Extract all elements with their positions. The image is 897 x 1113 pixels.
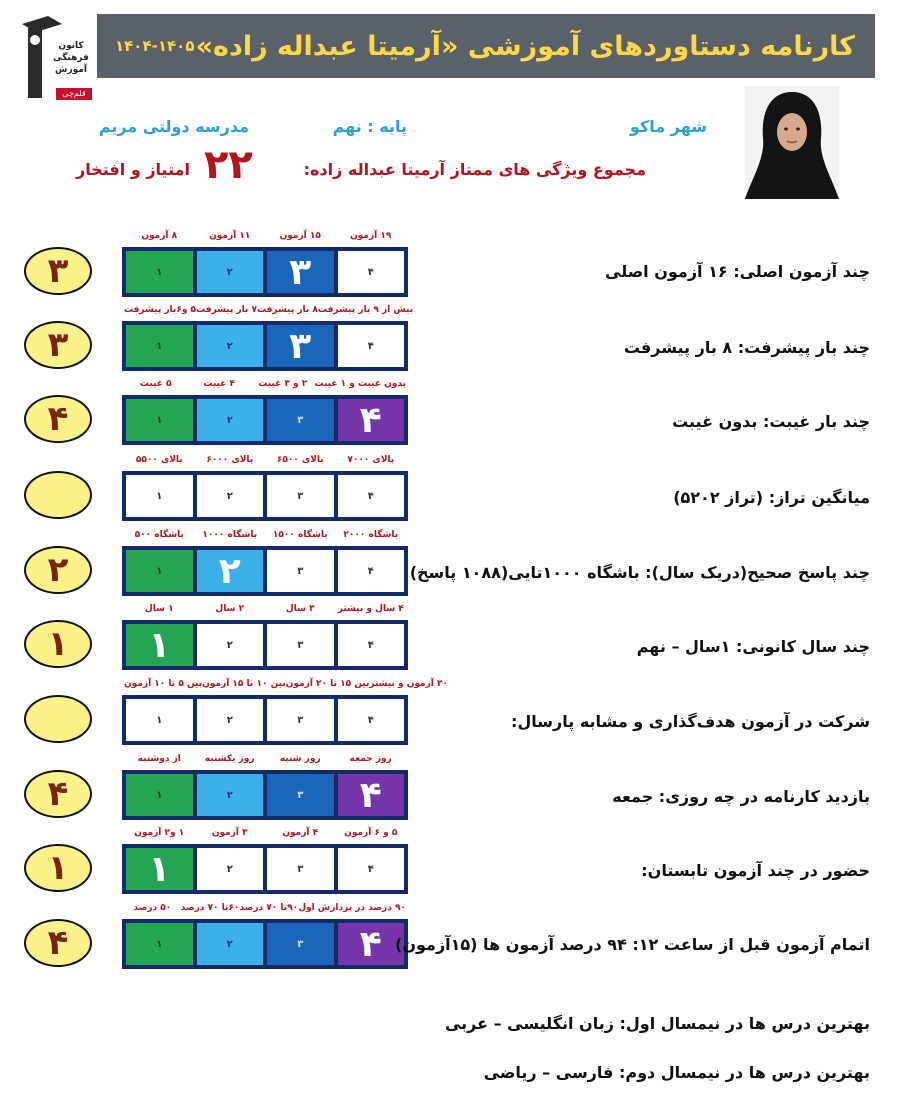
level-cell: ۳	[267, 550, 334, 592]
header-cell: ۹۰ درصد در پردازش اول	[298, 903, 406, 913]
level-cell: ۱	[126, 325, 193, 367]
header-cell: ۳ سال	[285, 604, 315, 614]
level-cell: ۲	[197, 251, 264, 293]
level-cell: ۱	[126, 251, 193, 293]
academic-years: ۱۴۰۴-۱۴۰۵	[115, 37, 195, 55]
level-cell: ۴	[338, 251, 405, 293]
header-cell: ۵ و۶بار پیشرفت	[124, 305, 197, 315]
header-cell: ۵ غیبت	[139, 379, 172, 389]
student-photo	[745, 86, 839, 199]
level-cell: ۱	[126, 475, 193, 517]
header-cell: روز شنبه	[279, 754, 321, 764]
row-7-headers	[124, 679, 449, 693]
level-cell: ۲	[197, 475, 264, 517]
level-cell-achieved: ۱	[126, 624, 193, 666]
level-cell: ۴	[338, 325, 405, 367]
row-4-label: میانگین تراز: (تراز ۵۲۰۲)	[673, 488, 870, 507]
header-cell: بین ۵ تا ۱۰ آزمون	[124, 679, 203, 689]
row-1-score: ۳	[24, 247, 92, 295]
header-cell: ۹۰تا ۷۰ درصد	[239, 903, 299, 913]
row-10-headers	[124, 903, 406, 917]
level-cell: ۲	[197, 774, 264, 816]
level-cell: ۲	[197, 923, 264, 965]
level-cell: ۴	[338, 624, 405, 666]
row-10-label: اتمام آزمون قبل از ساعت ۱۲: ۹۴ درصد آزمون ها (۱۵آزمون)	[395, 935, 870, 954]
row-9-label: حضور در چند آزمون تابستان:	[641, 861, 870, 880]
level-cell: ۴	[338, 699, 405, 741]
points-label: امتیاز و افتخار	[76, 160, 190, 179]
header-cell: بدون غیبت و ۱ غیبت	[314, 379, 406, 389]
header-cell: ۴ سال و بیشتر	[337, 604, 404, 614]
header-cell: ۱ سال	[144, 604, 174, 614]
level-cell: ۱	[126, 774, 193, 816]
row-2-score: ۳	[24, 321, 92, 369]
level-cell-achieved: ۴	[338, 399, 405, 441]
header-cell: ۴ آزمون	[282, 828, 319, 838]
level-cell: ۳	[267, 774, 334, 816]
row-6-headers	[124, 604, 406, 618]
level-cell-achieved: ۴	[338, 774, 405, 816]
row-4-headers	[124, 455, 406, 469]
row-6-label: چند سال کانونی: ۱سال – نهم	[636, 637, 870, 656]
row-3-headers	[124, 379, 406, 393]
row-3-score: ۴	[24, 395, 92, 443]
header-cell: ۵۰ درصد	[133, 903, 172, 913]
grade: پایه : نهم	[332, 117, 407, 136]
page-title: کارنامه دستاوردهای آموزشی «آرمیتا عبداله زاده»	[195, 30, 855, 62]
level-cell: ۴	[338, 550, 405, 592]
row-1-headers	[124, 231, 406, 245]
level-cell: ۳	[267, 848, 334, 890]
level-cell-achieved: ۳	[267, 251, 334, 293]
level-cell: ۱	[126, 923, 193, 965]
level-cell: ۲	[197, 399, 264, 441]
row-4-score	[24, 471, 92, 519]
header-cell: ۶۰تا ۷۰ درصد	[180, 903, 240, 913]
school-name: مدرسه دولتی مریم	[98, 117, 249, 136]
header-cell: ۲ و ۳ غیبت	[258, 379, 308, 389]
header-cell: ۱ و۲ آزمون	[134, 828, 185, 838]
level-cell: ۴	[338, 475, 405, 517]
row-9-headers	[124, 828, 406, 842]
header-cell: بین ۱۵ تا ۲۰ آزمون	[285, 679, 370, 689]
header-cell: ۸ آزمون	[141, 231, 178, 241]
level-cell: ۴	[338, 848, 405, 890]
logo-tag: قلم‌چی	[56, 88, 92, 100]
level-cell-achieved: ۳	[267, 325, 334, 367]
header-cell: ۸ بار پیشرفت	[256, 305, 318, 315]
row-5-score: ۲	[24, 546, 92, 594]
row-10-score: ۴	[24, 919, 92, 967]
row-5-label: چند پاسخ صحیح(دریک سال): باشگاه ۱۰۰۰تایی(۱۰۸۸ پاسخ)	[409, 563, 870, 582]
row-3-grid	[122, 395, 408, 445]
row-9-score: ۱	[24, 844, 92, 892]
level-cell: ۲	[197, 848, 264, 890]
row-8-grid	[122, 770, 408, 820]
best-subjects-second-semester: بهترین درس ها در نیمسال دوم: فارسی – ریاضی	[483, 1063, 870, 1082]
level-cell: ۱	[126, 550, 193, 592]
header-cell: باشگاه ۵۰۰	[134, 530, 184, 540]
level-cell: ۱	[126, 699, 193, 741]
header-cell: بین ۱۰ تا ۱۵ آزمون	[202, 679, 286, 689]
header-cell: ۷ بار پیشرفت	[196, 305, 257, 315]
row-5-headers	[124, 530, 406, 544]
header-cell: باشگاه ۱۵۰۰	[272, 530, 328, 540]
header-cell: ۴ غیبت	[203, 379, 236, 389]
header-cell: ۳ آزمون	[211, 828, 248, 838]
row-10-grid	[122, 919, 408, 969]
row-7-score	[24, 695, 92, 743]
city: شهر ماکو	[629, 117, 707, 136]
header-cell: بالای ۶۰۰۰	[206, 455, 254, 465]
features-label: مجموع ویژگی های ممتاز آرمیتا عبداله زاده:	[303, 160, 646, 179]
header-cell: روز جمعه	[349, 754, 392, 764]
level-cell: ۳	[267, 475, 334, 517]
row-7-grid	[122, 695, 408, 745]
best-subjects-first-semester: بهترین درس ها در نیمسال اول: زبان انگلیسی – عربی	[444, 1014, 870, 1033]
row-2-headers	[124, 305, 414, 319]
header-cell: ۱۱ آزمون	[209, 231, 251, 241]
row-4-grid	[122, 471, 408, 521]
row-3-label: چند بار غیبت: بدون غیبت	[672, 412, 870, 431]
row-5-grid	[122, 546, 408, 596]
row-6-grid	[122, 620, 408, 670]
row-1-grid	[122, 247, 408, 297]
level-cell: ۳	[267, 624, 334, 666]
level-cell-achieved: ۴	[338, 923, 405, 965]
level-cell: ۲	[197, 325, 264, 367]
level-cell: ۲	[197, 624, 264, 666]
header-cell: ۲۰ آزمون و بیشتر	[369, 679, 449, 689]
row-1-label: چند آزمون اصلی: ۱۶ آزمون اصلی	[605, 262, 870, 281]
row-2-label: چند بار پیشرفت: ۸ بار پیشرفت	[623, 338, 870, 357]
header-cell: ۵ و ۶ آزمون	[344, 828, 398, 838]
level-cell: ۳	[267, 699, 334, 741]
header-cell: باشگاه ۱۰۰۰	[202, 530, 258, 540]
header-cell: روز یکشنبه	[204, 754, 255, 764]
total-points: ۲۲	[204, 142, 253, 188]
level-cell-achieved: ۲	[197, 550, 264, 592]
header-cell: بالای ۶۵۰۰	[276, 455, 324, 465]
header-cell: از دوشنبه	[137, 754, 181, 764]
level-cell: ۲	[197, 699, 264, 741]
logo-text: کانون فرهنگی آموزش	[53, 41, 89, 75]
row-8-score: ۴	[24, 770, 92, 818]
header-cell: بالای ۵۵۰۰	[135, 455, 183, 465]
header-cell: باشگاه ۲۰۰۰	[343, 530, 399, 540]
header-cell: ۲ سال	[215, 604, 245, 614]
row-8-label: بازدید کارنامه در چه روزی: جمعه	[612, 787, 870, 806]
level-cell: ۱	[126, 399, 193, 441]
level-cell-achieved: ۱	[126, 848, 193, 890]
row-7-label: شرکت در آزمون هدف‌گذاری و مشابه پارسال:	[511, 712, 870, 731]
row-2-grid	[122, 321, 408, 371]
row-9-grid	[122, 844, 408, 894]
level-cell: ۳	[267, 399, 334, 441]
header-cell: ۱۹ آزمون	[350, 231, 392, 241]
row-8-headers	[124, 754, 406, 768]
header-cell: بیش از ۹ بار پیشرفت	[317, 305, 414, 315]
title-bar	[97, 14, 875, 78]
header-cell: بالای ۷۰۰۰	[347, 455, 395, 465]
row-6-score: ۱	[24, 620, 92, 668]
header-cell: ۱۵ آزمون	[279, 231, 321, 241]
level-cell: ۳	[267, 923, 334, 965]
